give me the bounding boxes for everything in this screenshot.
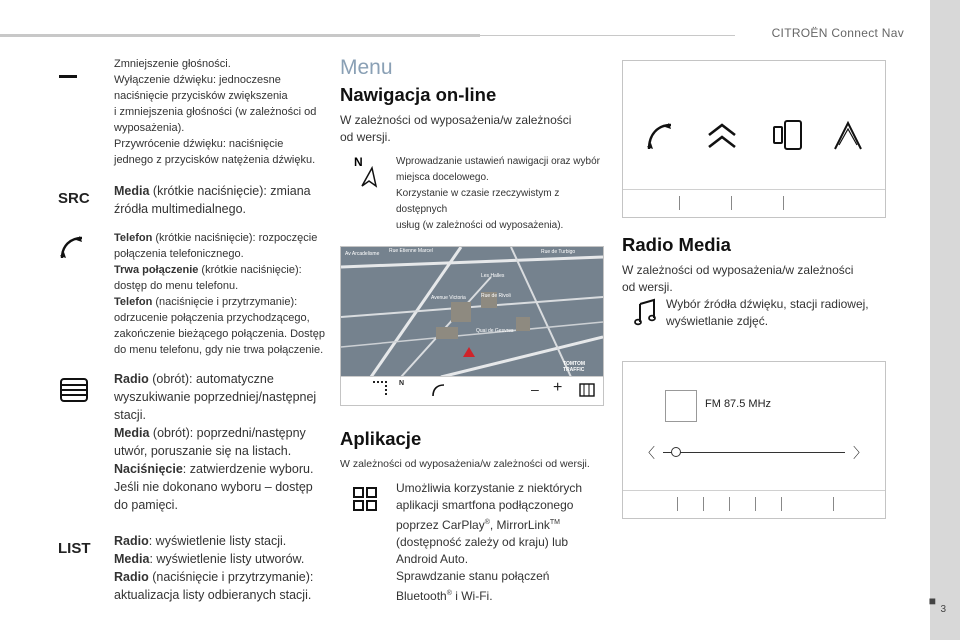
- svg-text:Rue de Turbigo: Rue de Turbigo: [541, 249, 576, 255]
- radio-media-heading: Radio Media: [622, 234, 731, 255]
- nav-arrow-icon: [340, 154, 396, 193]
- station-frequency: FM 87.5 MHz: [705, 398, 772, 410]
- radio-knob-section: Radio (obrót): automatyczne wyszukiwanie poprzedniej/następnej stacji. Media (obrót): poprzedni/następny utwór, poruszanie się na listach. Naciśnięcie: zatwierdzenie wyboru. Jeśli nie dokonano wyboru – dostęp do pamięci.: [58, 370, 328, 514]
- map-toolbar: [341, 376, 603, 405]
- volume-line: wyposażenia).: [114, 122, 185, 134]
- svg-text:Quai de Gesvres: Quai de Gesvres: [476, 328, 514, 334]
- volume-line: Przywrócenie dźwięku: naciśnięcie: [114, 138, 284, 150]
- slider-handle[interactable]: [671, 447, 681, 457]
- svg-text:TRAFFIC: TRAFFIC: [563, 367, 585, 373]
- home-screen: [622, 60, 886, 218]
- svg-text:Les Halles: Les Halles: [481, 273, 505, 279]
- settings-icon[interactable]: [579, 382, 595, 398]
- src-term: Media: [114, 184, 150, 198]
- header-rule: [0, 34, 480, 37]
- nav-desc: N Wprowadzanie ustawień nawigacji oraz wybór miejsca docelowego. Korzystanie w czasie rzeczywistym z dostępnych usług (w zależności od wyposażenia).: [340, 154, 605, 234]
- svg-text:TOMTOM: TOMTOM: [563, 361, 586, 367]
- rotary-knob-icon: [58, 370, 114, 404]
- apps-grid-icon: [340, 480, 396, 517]
- chevron-right-icon[interactable]: 〉: [853, 445, 867, 461]
- frequency-slider[interactable]: [641, 444, 867, 460]
- zoom-in-icon[interactable]: +: [553, 379, 563, 396]
- apps-heading: Aplikacje: [340, 428, 422, 449]
- home-icons: [623, 119, 885, 159]
- apps-desc: Umożliwia korzystanie z niektórych aplikacji smartfona podłączonego poprzez CarPlay®, MirrorLink™ (dostępność zależy od kraju) lub Android Auto. Sprawdzanie stanu połączeń Bluetooth® i Wi-Fi.: [340, 480, 605, 605]
- page-number: 3: [940, 604, 946, 615]
- music-note-icon: [622, 296, 666, 331]
- phone-icon[interactable]: [645, 121, 673, 151]
- navigation-icon[interactable]: [831, 119, 865, 151]
- chevron-left-icon[interactable]: 〈: [641, 445, 655, 461]
- phone-section: Telefon (krótkie naciśnięcie): rozpoczęcie połączenia telefonicznego. Trwa połączenie (krótkie naciśnięcie): dostęp do menu telefonu. Telefon (naciśnięcie i przytrzymanie): odrzucenie połączenia przychodzącego, zakończenie bieżącego połączenia. Dostęp do menu telefonu, gdy nie trwa połączenie.: [58, 230, 328, 358]
- svg-text:Avenue Victoria: Avenue Victoria: [431, 295, 466, 301]
- grid-icon[interactable]: [373, 381, 387, 395]
- radio-screen: [622, 361, 886, 519]
- menu-title: Menu: [340, 56, 393, 79]
- svg-text:Rue Etienne Marcel: Rue Etienne Marcel: [389, 248, 433, 254]
- src-icon: SRC: [58, 190, 90, 207]
- page-marker: ■: [928, 594, 936, 608]
- station-artwork: [665, 390, 697, 422]
- header-rule-thin: [480, 35, 735, 36]
- volume-line: Wyłączenie dźwięku: jednoczesne: [114, 74, 281, 86]
- menu-column: Menu Nawigacja on-line W zależności od wyposażenia/w zależności od wersji. N Wprowadzanie ustawień nawigacji oraz wybór miejsca docelowego. Korzystanie w czasie rzeczywistym z dostępnych usług (w zależności od wyposażenia). Av Arcadelisme Rue Etienne Marcel Rue de Turbigo Les Halles Rue de Rivoli Avenue Victoria Quai de Gesvres TOMTOM TRAFFIC N – + Aplikacje W zależności od wyposażenia/w zależności od wersji. Umożliwia korzystanie z niektórych aplikacji smartfona podłączonego poprzez CarPlay®, MirrorLink™ (dostępność zależy od kraju) lub Android Auto. Sprawdzanie stanu połączeń Bluetooth® i Wi-Fi.: [340, 56, 605, 605]
- volume-line: naciśnięcie przycisków zwiększenia: [114, 90, 288, 102]
- svg-text:N: N: [354, 155, 363, 169]
- citroen-logo-icon[interactable]: [705, 121, 739, 151]
- svg-text:Rue de Rivoli: Rue de Rivoli: [481, 293, 511, 299]
- map-view: [341, 247, 603, 377]
- svg-text:Av Arcadelisme: Av Arcadelisme: [345, 251, 380, 257]
- home-tick-bar: [623, 189, 885, 212]
- nav-screen: [340, 246, 604, 406]
- controls-column: [58, 56, 328, 604]
- src-section: SRC Media (krótkie naciśnięcie): zmiana źródła multimedialnego.: [58, 184, 311, 216]
- radio-tick-bar: [623, 490, 885, 513]
- minus-icon: [58, 56, 114, 86]
- compass-icon[interactable]: N: [399, 380, 405, 387]
- list-icon: LIST: [58, 540, 91, 557]
- zoom-out-icon[interactable]: –: [531, 381, 539, 397]
- phone-icon[interactable]: [431, 383, 445, 397]
- connected-apps-icon[interactable]: [771, 119, 805, 151]
- radio-column: Radio Media W zależności od wyposażenia/w zależności od wersji. Wybór źródła dźwięku, stacji radiowej, wyświetlanie zdjęć. FM 87.5 MHz 〈 〉: [622, 56, 892, 519]
- nav-heading: Nawigacja on-line: [340, 84, 497, 105]
- page-edge-bar: [930, 0, 960, 640]
- volume-section: [58, 56, 328, 168]
- volume-line: i zmniejszenia głośności (w zależności od: [114, 106, 317, 118]
- volume-line: Zmniejszenie głośności.: [114, 58, 231, 70]
- volume-line: jednego z przycisków natężenia dźwięku.: [114, 154, 316, 166]
- list-section: LIST Radio: wyświetlenie listy stacji. Media: wyświetlenie listy utworów. Radio (naciśnięcie i przytrzymanie): aktualizacja listy odbieranych stacji.: [58, 534, 314, 602]
- brand-header: CITROËN Connect Nav: [771, 26, 904, 40]
- phone-icon: [58, 230, 114, 260]
- radio-desc: Wybór źródła dźwięku, stacji radiowej, wyświetlanie zdjęć.: [622, 296, 892, 331]
